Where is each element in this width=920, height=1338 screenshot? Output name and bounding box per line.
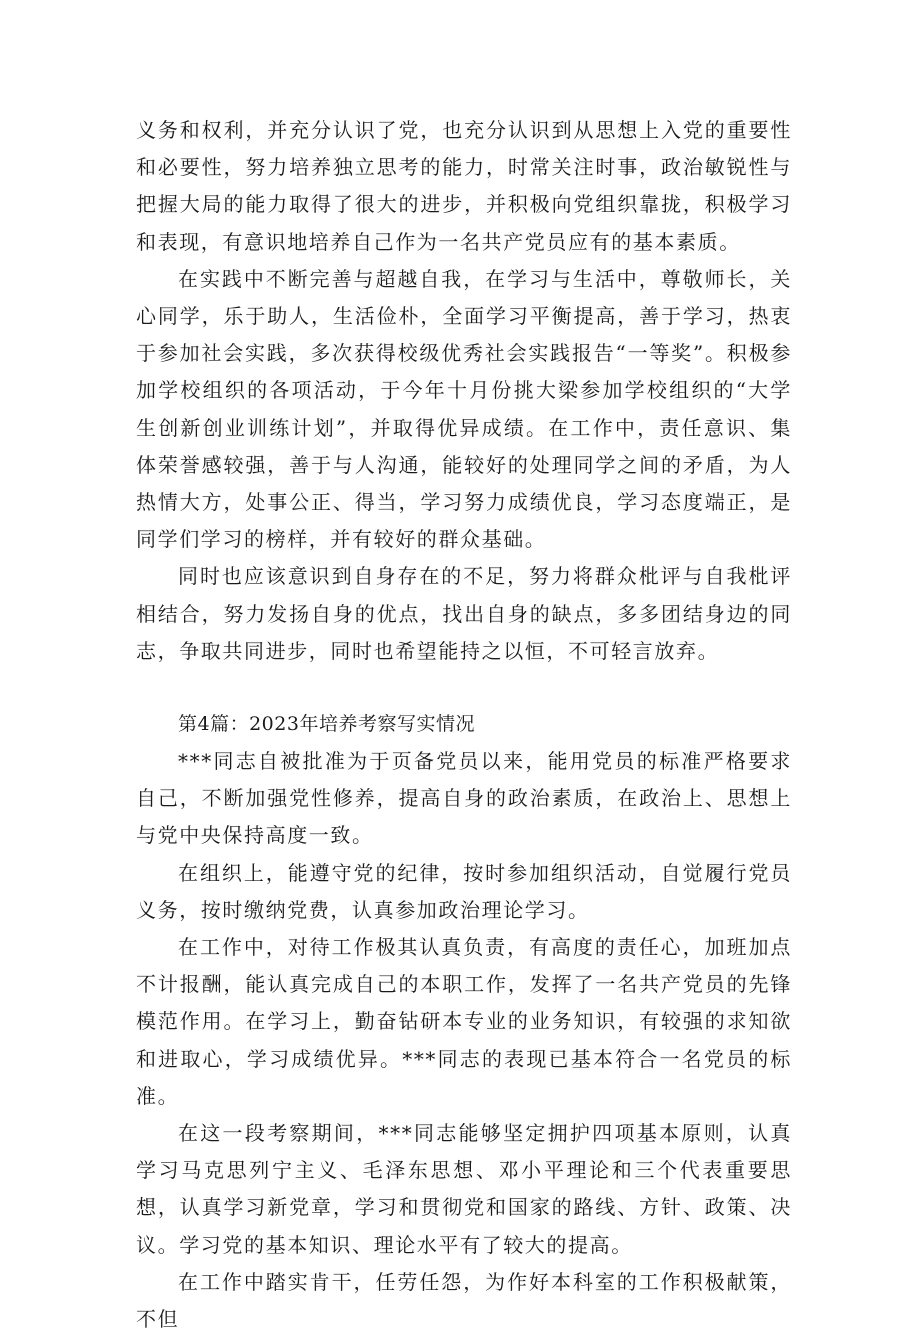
paragraph-work: 在工作中，对待工作极其认真负责，有高度的责任心，加班加点不计报酬，能认真完成自己的本职工作，发挥了一名共产党员的先锋模范作用。在学习上，勤奋钻研本专业的业务知识，有较强的求知欲和进取心，学习成绩优异。***同志的表现已基本符合一名党员的标准。 bbox=[136, 935, 792, 1108]
section-heading: 第4篇：2023年培养考察写实情况 bbox=[178, 713, 475, 736]
paragraph-continuation: 义务和权利，并充分认识了党，也充分认识到从思想上入党的重要性和必要性，努力培养独立思考的能力，时常关注时事，政治敏锐性与把握大局的能力取得了很大的进步，并积极向党组织靠拢，积极学习和表现，有意识地培养自己作为一名共产党员应有的基本素质。 bbox=[136, 118, 792, 254]
paragraph-intro: ***同志自被批准为于页备党员以来，能用党员的标准严格要求自己，不断加强党性修养，提高自身的政治素质，在政治上、思想上与党中央保持高度一致。 bbox=[136, 749, 792, 848]
paragraph-study: 在这一段考察期间，***同志能够坚定拥护四项基本原则，认真学习马克思列宁主义、毛泽东思想、邓小平理论和三个代表重要思想，认真学习新党章，学习和贯彻党和国家的路线、方针、政策、决议。学习党的基本知识、理论水平有了较大的提高。 bbox=[136, 1121, 792, 1257]
paragraph-shortcomings: 同时也应该意识到自身存在的不足，努力将群众枇评与自我枇评相结合，努力发扬自身的优点，找出自身的缺点，多多团结身边的同志，争取共同进步，同时也希望能持之以恒，不可轻言放弃。 bbox=[136, 564, 792, 663]
document-body bbox=[136, 112, 792, 1338]
paragraph-practice: 在实践中不断完善与超越自我，在学习与生活中，尊敬师长，关心同学，乐于助人，生活俭朴，全面学习平衡提高，善于学习，热衷于参加社会实践，多次获得校级优秀社会实践报告“一等奖”。积极参加学校组织的各项活动，于今年十月份挑大梁参加学校组织的“大学生创新创业训练计划”，并取得优异成绩。在工作中，责任意识、集体荣誉感较强，善于与人沟通，能较好的处理同学之间的矛盾，为人热情大方，处事公正、得当，学习努力成绩优良，学习态度端正，是同学们学习的榜样，并有较好的群众基础。 bbox=[136, 266, 792, 552]
paragraph-diligence: 在工作中踏实肯干，任劳任怨，为作好本科室的工作积极献策，不但 bbox=[136, 1269, 792, 1332]
paragraph-organization: 在组织上，能遵守党的纪律，按时参加组织活动，自觉履行党员义务，按时缴纳党费，认真参加政治理论学习。 bbox=[136, 860, 792, 922]
section-spacer bbox=[136, 670, 792, 706]
